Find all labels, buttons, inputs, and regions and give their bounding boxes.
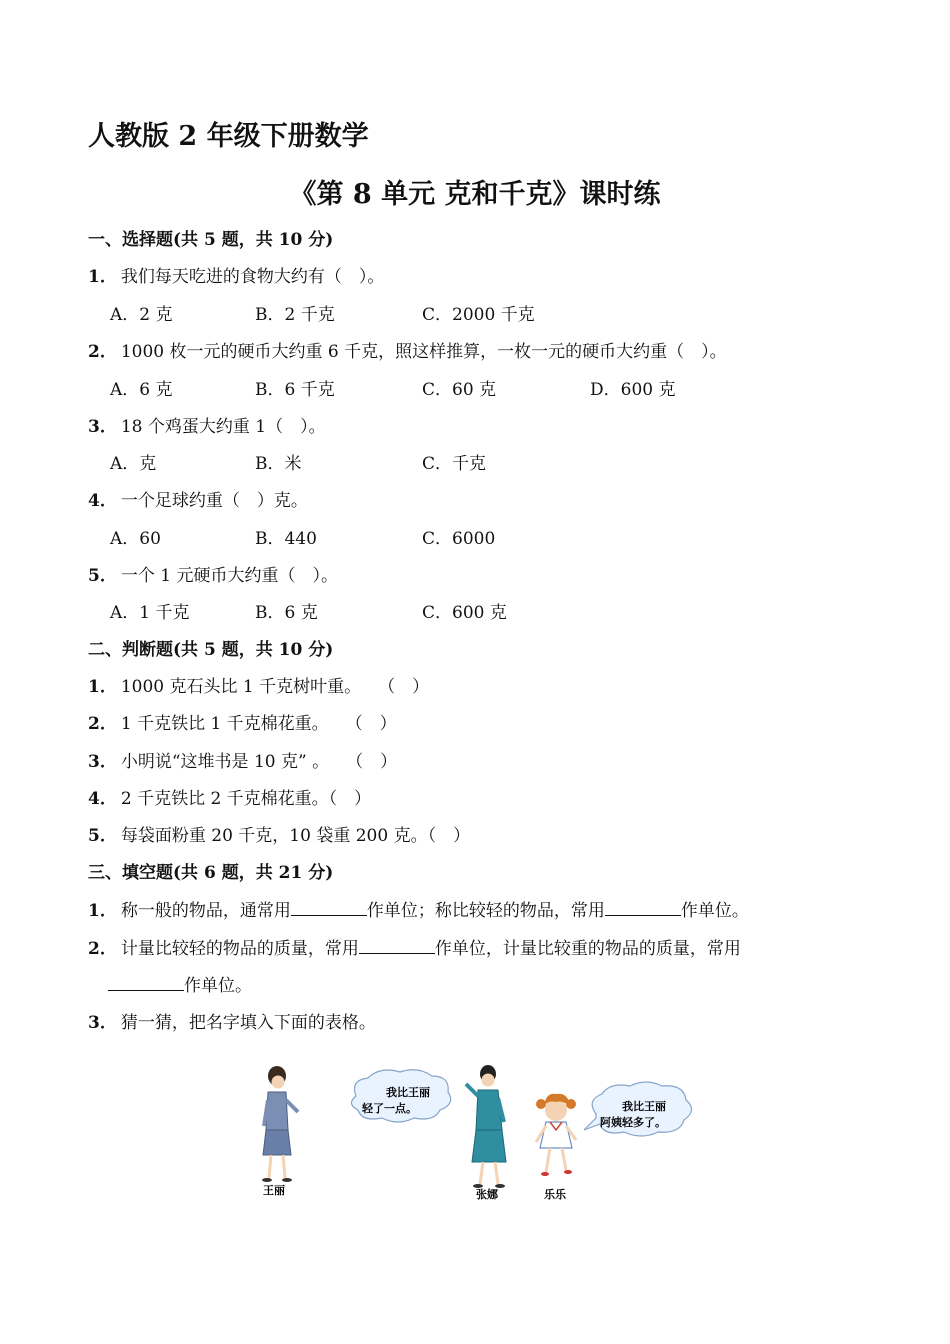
question: 4． 2 千克铁比 2 千克棉花重。（ ） <box>88 789 372 809</box>
answer-blank[interactable] <box>108 973 184 991</box>
zhangna-figure <box>466 1065 506 1188</box>
answer-blank[interactable] <box>291 898 367 916</box>
question: 5． 每袋面粉重 20 千克，10 袋重 200 克。（ ） <box>88 826 471 846</box>
name-label: 乐乐 <box>544 1188 566 1201</box>
name-label: 张娜 <box>476 1188 498 1201</box>
option: A．1 千克 <box>110 603 190 623</box>
option: B．440 <box>255 529 317 549</box>
option: A．60 <box>110 529 161 549</box>
lele-figure <box>536 1094 576 1176</box>
option: B．6 克 <box>255 603 318 623</box>
wangli-figure <box>262 1066 298 1182</box>
question: 1． 我们每天吃进的食物大约有（ ）。 <box>88 267 385 287</box>
answer-blank[interactable] <box>359 936 435 954</box>
question: 1． 1000 克石头比 1 千克树叶重。 （ ） <box>88 677 430 697</box>
question-continuation: 作单位。 <box>108 973 252 998</box>
question: 2． 1 千克铁比 1 千克棉花重。 （ ） <box>88 714 397 734</box>
option: D．600 克 <box>590 380 676 400</box>
bubble-text: 我比王丽 <box>386 1086 430 1099</box>
option: A．2 克 <box>110 305 173 325</box>
option: B．米 <box>255 454 302 474</box>
section3-heading: 三、填空题(共 6 题，共 21 分) <box>88 863 334 883</box>
option: C．600 克 <box>422 603 507 623</box>
option: B．6 千克 <box>255 380 335 400</box>
section1-heading: 一、选择题(共 5 题，共 10 分) <box>88 230 334 250</box>
question: 3． 18 个鸡蛋大约重 1（ ）。 <box>88 417 326 437</box>
name-label: 王丽 <box>263 1184 285 1197</box>
question: 5． 一个 1 元硬币大约重（ ）。 <box>88 566 338 586</box>
option: B．2 千克 <box>255 305 335 325</box>
option: C．千克 <box>422 454 487 474</box>
bubble-text: 轻了一点。 <box>362 1102 417 1115</box>
guess-names-illustration <box>250 1060 700 1210</box>
option: A．克 <box>110 454 157 474</box>
answer-blank[interactable] <box>605 898 681 916</box>
question: 3． 小明说“这堆书是 10 克” 。 （ ） <box>88 752 398 772</box>
publisher-title: 人教版 2 年级下册数学 <box>88 121 369 152</box>
option: C．60 克 <box>422 380 497 400</box>
question: 4． 一个足球约重（ ）克。 <box>88 491 308 511</box>
question: 2． 1000 枚一元的硬币大约重 6 千克，照这样推算，一枚一元的硬币大约重（ ）。 <box>88 342 727 362</box>
unit-title: 《第 8 单元 克和千克》课时练 <box>289 179 661 210</box>
option: C．6000 <box>422 529 496 549</box>
question: 2． 计量比较轻的物品的质量，常用 作单位，计量比较重的物品的质量，常用 <box>88 936 741 961</box>
question: 1． 称一般的物品，通常用 作单位；称比较轻的物品，常用 作单位。 <box>88 898 749 923</box>
option: A．6 克 <box>110 380 173 400</box>
question: 3． 猜一猜，把名字填入下面的表格。 <box>88 1013 376 1033</box>
bubble-text: 我比王丽 <box>622 1100 666 1113</box>
section2-heading: 二、判断题(共 5 题，共 10 分) <box>88 640 334 660</box>
bubble-text: 阿姨轻多了。 <box>600 1116 666 1129</box>
option: C．2000 千克 <box>422 305 535 325</box>
